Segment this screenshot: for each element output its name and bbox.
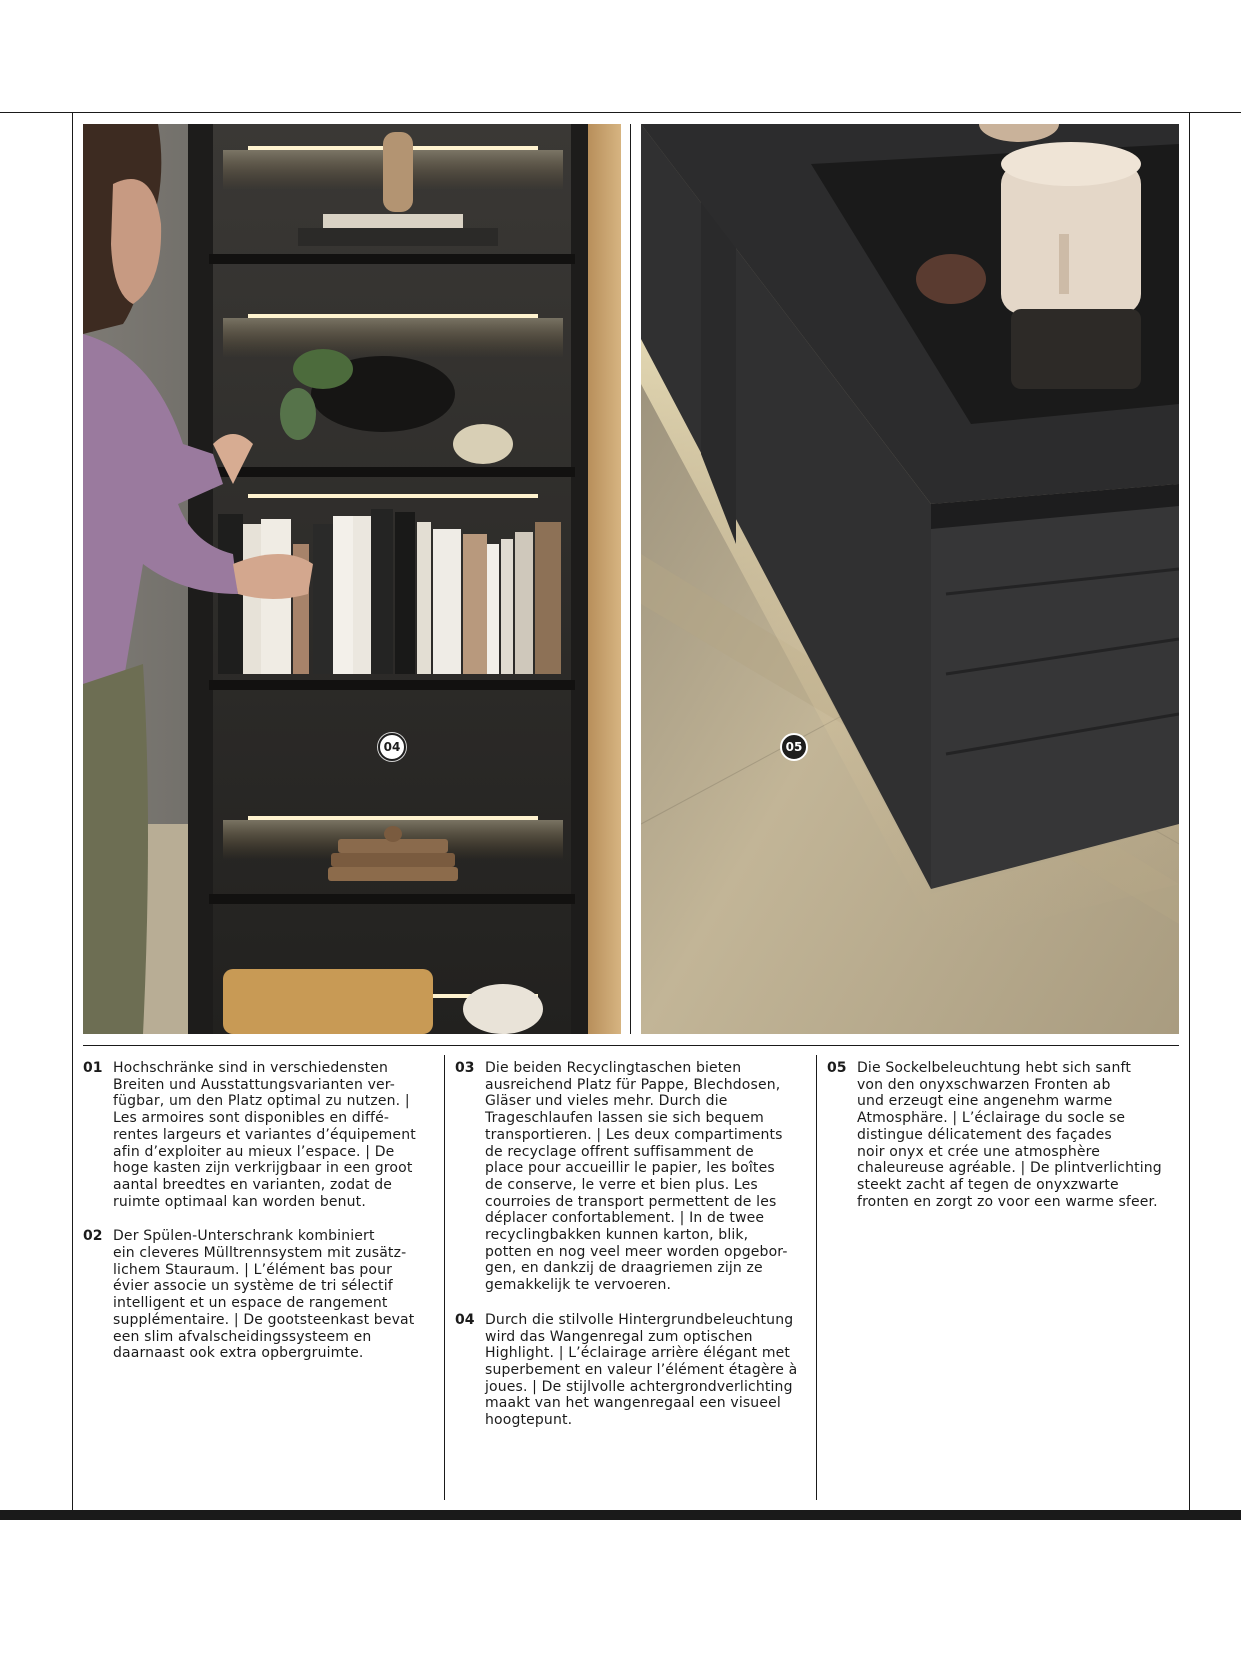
caption-column-2 [455, 1060, 807, 1447]
caption-top-rule [83, 1045, 1179, 1046]
image-badge-04: 04 [378, 733, 406, 761]
caption-text: Die Sockelbeleuchtung hebt sich sanft von den onyxschwarzen Fronten ab und erzeugt eine angenehm warme Atmosphäre. | L’éclairage du socle se distingue délicatement des façades noir onyx et crée une atmosphère chaleureuse agréable. | De plintverlichting steekt zacht af tegen de onyxzwarte fronten en zorgt zo voor een warme sfeer. [857, 1060, 1162, 1210]
caption-text: Durch die stilvolle Hintergrundbeleuchtung wird das Wangenregal zum optischen Highlight. | L’éclairage arrière élégant met superbement en valeur l’élément étagère à joues. | De stijlvolle achtergrondverlichting maakt van het wangenregaal een visueel hoogtepunt. [485, 1311, 798, 1429]
image-divider-rule [630, 124, 631, 1034]
caption-02 [83, 1228, 433, 1362]
caption-column-3 [827, 1060, 1179, 1228]
caption-number: 01 [83, 1060, 103, 1076]
caption-number: 03 [455, 1060, 475, 1076]
caption-number: 02 [83, 1228, 103, 1245]
plinth-lighting-photo [641, 124, 1179, 1034]
right-margin-rule [1189, 112, 1190, 1510]
kitchen-plinth-lighting-photo [641, 124, 1179, 1034]
caption-04 [455, 1312, 807, 1429]
left-margin-rule [72, 112, 73, 1510]
illuminated-wall-shelf-photo [83, 124, 621, 1034]
column-divider-2 [816, 1055, 817, 1500]
caption-number: 05 [827, 1060, 847, 1076]
caption-text: Hochschränke sind in verschiedensten Breiten und Ausstattungsvarianten ver- fügbar, um den Platz optimal zu nutzen. | Les armoires sont disponibles en diffé- rentes largeurs et variantes d’équipement afin d’exploiter au mieux l’espace. | De hoge kasten zijn verkrijgbaar in een groot aantal breedtes en varianten, zodat de ruimte optimaal kan worden benut. [113, 1060, 416, 1210]
tall-shelf-photo [83, 124, 621, 1034]
caption-text: Der Spülen-Unterschrank kombiniert ein cleveres Mülltrennsystem mit zusätz- lichem Stauraum. | L’élément bas pour évier associe un système de tri sélectif intelligent et un espace de rangement supplémentaire. | De gootsteenkast bevat een slim afvalscheidingssysteem en daarnaast ook extra opbergruimte. [113, 1228, 415, 1362]
caption-05 [827, 1060, 1179, 1210]
column-divider-1 [444, 1055, 445, 1500]
caption-text: Die beiden Recyclingtaschen bieten ausreichend Platz für Pappe, Blechdosen, Gläser und vieles mehr. Durch die Trageschlaufen lassen sie sich bequem transportieren. | Les deux compartiments de recyclage offrent suffisamment de place pour accueillir le papier, les boîtes de conserve, le verre et bien plus. Les courroies de transport permettent de les déplacer confortablement. | In de twee recyclingbakken kunnen karton, blik, potten en nog veel meer worden opgebor- gen, en dankzij de draagriemen zijn ze gemakkelijk te vervoeren. [485, 1060, 788, 1294]
caption-01 [83, 1060, 433, 1210]
bottom-bar [0, 1510, 1241, 1520]
image-badge-05: 05 [780, 733, 808, 761]
caption-column-1 [83, 1060, 433, 1380]
top-rule [0, 112, 1241, 113]
caption-03 [455, 1060, 807, 1294]
caption-number: 04 [455, 1311, 475, 1328]
